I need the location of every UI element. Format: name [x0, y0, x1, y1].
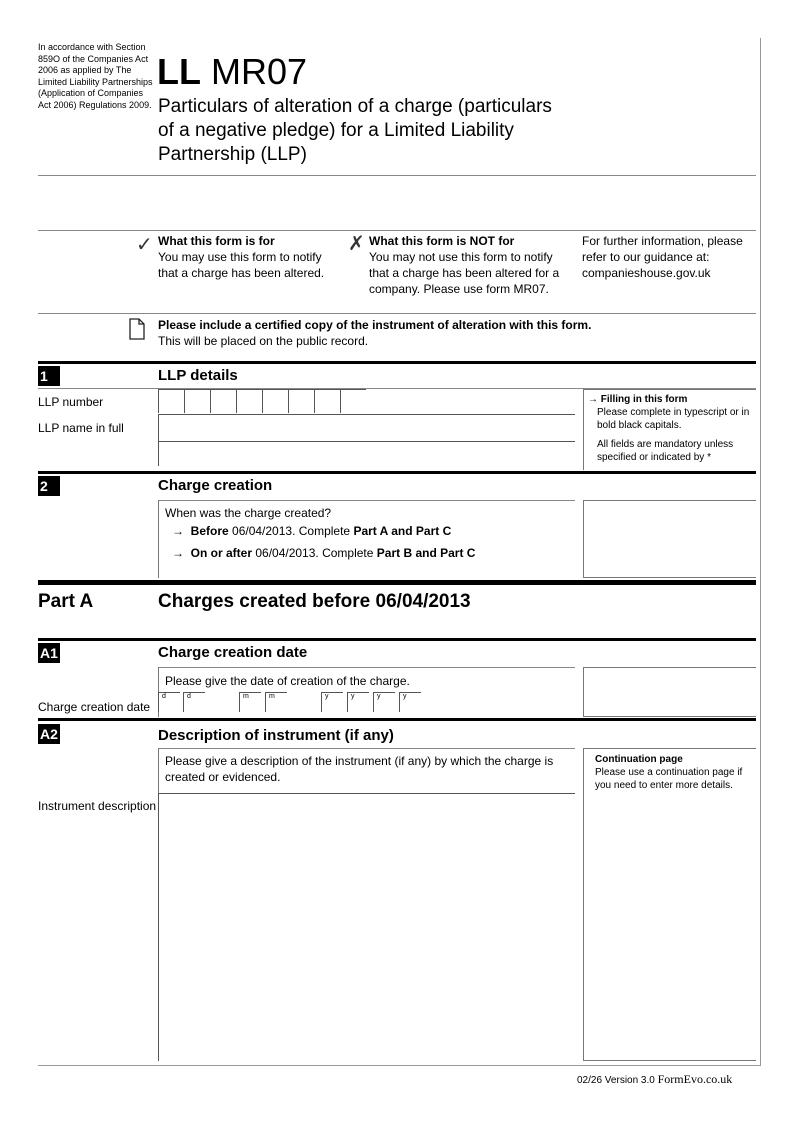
- help-text2: All fields are mandatory unless specified or indicated by *: [597, 439, 734, 463]
- llp-number-label: LLP number: [38, 395, 104, 409]
- info-for: [158, 233, 328, 281]
- date-cell-day[interactable]: d: [158, 692, 180, 712]
- sectionA1-underline: [158, 667, 575, 668]
- footer-brand: FormEvo.co.uk: [657, 1072, 733, 1086]
- date-cell-day[interactable]: d: [183, 692, 205, 712]
- info-not-for-heading: What this form is NOT for: [369, 234, 515, 248]
- info-for-heading: What this form is for: [158, 234, 275, 248]
- document-icon: [129, 318, 145, 340]
- llp-number-input[interactable]: [158, 389, 366, 413]
- info-divider-bottom: [38, 313, 756, 314]
- check-icon: ✓: [136, 234, 153, 256]
- llp-name-line: [159, 441, 575, 442]
- sectionA2-title: Description of instrument (if any): [158, 727, 394, 744]
- footer: [577, 1072, 732, 1088]
- charge-date-label: Charge creation date: [38, 700, 151, 714]
- section2-help-box: [583, 500, 756, 578]
- partA-title: Charges created before 06/04/2013: [158, 591, 471, 612]
- header-divider: [38, 175, 756, 176]
- sectionA2-left-border: [158, 748, 159, 793]
- page-frame-right: [760, 38, 761, 1065]
- sectionA2-rule: [38, 718, 756, 721]
- date-cell-month[interactable]: m: [265, 692, 287, 712]
- info-not-for: [369, 233, 564, 297]
- section2-rule: [38, 471, 756, 474]
- page-frame-bottom: [38, 1065, 761, 1066]
- continuation-panel: [583, 748, 756, 1061]
- llp-number-cell[interactable]: [262, 389, 288, 413]
- section2-number: 2: [38, 476, 60, 496]
- option-before[interactable]: → Before 06/04/2013. Complete Part A and Part C: [172, 524, 452, 538]
- sectionA1-rule: [38, 638, 756, 641]
- llp-name-label: LLP name in full: [38, 421, 124, 435]
- option-on-or-after[interactable]: → On or after 06/04/2013. Complete Part B and Part C: [172, 546, 476, 560]
- help-panel: [583, 389, 756, 470]
- footer-version: 02/26 Version 3.0: [577, 1075, 655, 1086]
- section1-title: LLP details: [158, 367, 238, 384]
- llp-number-cell[interactable]: [184, 389, 210, 413]
- llp-name-input[interactable]: [158, 414, 575, 466]
- info-divider-top: [38, 230, 756, 231]
- llp-number-cell[interactable]: [210, 389, 236, 413]
- llp-number-cell[interactable]: [158, 389, 184, 413]
- cross-icon: ✗: [348, 233, 365, 255]
- sectionA1-number: A1: [38, 643, 60, 663]
- date-cell-year[interactable]: y: [347, 692, 369, 712]
- form-title: Particulars of alteration of a charge (particulars of a negative pledge) for a Limited Liability Partnership (LLP): [158, 96, 552, 165]
- arrow-icon: →: [172, 546, 191, 560]
- notice: [158, 317, 748, 349]
- partA-rule: [38, 580, 756, 585]
- arrow-icon: →: [588, 394, 601, 405]
- continuation-text: Please use a continuation page if you need to enter more details.: [595, 767, 743, 791]
- date-cell-year[interactable]: y: [399, 692, 421, 712]
- date-cell-month[interactable]: m: [239, 692, 261, 712]
- sectionA2-instruction: Please give a description of the instrument (if any) by which the charge is created or evidenced.: [165, 754, 554, 784]
- date-cell-year[interactable]: y: [373, 692, 395, 712]
- llp-number-cell[interactable]: [236, 389, 262, 413]
- info-for-text: You may use this form to notify that a charge has been altered.: [158, 250, 325, 280]
- section2-question: When was the charge created?: [165, 506, 332, 520]
- form-code: [157, 52, 307, 92]
- instrument-description-label: Instrument description: [38, 799, 157, 813]
- date-cell-year[interactable]: y: [321, 692, 343, 712]
- help-heading: → Filling in this form: [588, 394, 688, 405]
- legal-note: In accordance with Section 859O of the Companies Act 2006 as applied by The Limited Liability Partnerships (Application of Companies Act 2006) Regulations 2009.: [38, 42, 153, 110]
- section1-rule: [38, 361, 756, 364]
- notice-line1: Please include a certified copy of the instrument of alteration with this form.: [158, 318, 592, 332]
- sectionA1-title: Charge creation date: [158, 644, 308, 661]
- llp-number-cell[interactable]: [288, 389, 314, 413]
- section2-underline: [158, 500, 575, 501]
- section1-number: 1: [38, 366, 60, 386]
- continuation-heading: Continuation page: [595, 754, 683, 765]
- section2-title: Charge creation: [158, 477, 273, 494]
- sectionA1-instruction: Please give the date of creation of the charge.: [165, 674, 410, 688]
- instrument-description-input[interactable]: [158, 793, 575, 1061]
- sectionA2-number: A2: [38, 724, 60, 744]
- section2-left-border: [158, 500, 159, 578]
- form-prefix: LL: [157, 51, 201, 92]
- sectionA1-help-box: [583, 667, 756, 717]
- arrow-icon: →: [172, 524, 191, 538]
- guidance-text: For further information, please refer to our guidance at: companieshouse.gov.uk: [582, 234, 743, 280]
- form-number: MR07: [211, 51, 308, 92]
- partA-label: Part A: [38, 591, 94, 612]
- charge-date-input[interactable]: [158, 692, 428, 714]
- info-not-for-text: You may not use this form to notify that a charge has been altered for a company. Please use form MR07.: [369, 250, 560, 296]
- notice-line2: This will be placed on the public record.: [158, 334, 369, 348]
- llp-number-cell[interactable]: [314, 389, 340, 413]
- sectionA2-underline: [158, 748, 575, 749]
- help-text1: Please complete in typescript or in bold black capitals.: [597, 407, 750, 431]
- llp-number-cell[interactable]: [340, 389, 366, 413]
